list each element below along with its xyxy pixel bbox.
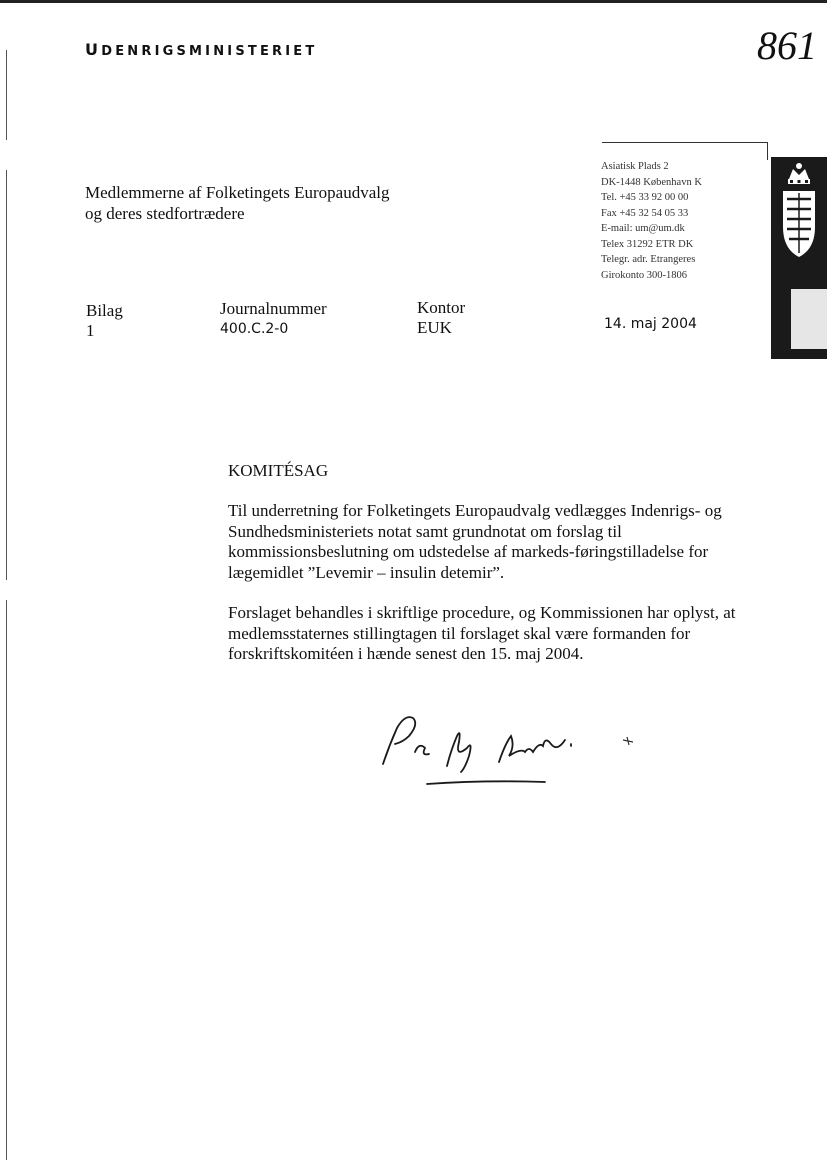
address-line: Telex 31292 ETR DK	[601, 238, 694, 250]
journal-field	[220, 299, 327, 339]
journal-value: 400.C.2-0	[220, 321, 289, 337]
kontor-label: Kontor	[417, 298, 466, 317]
recipient-line: og deres stedfortrædere	[85, 204, 245, 223]
journal-label: Journalnummer	[220, 299, 327, 318]
address-rule	[602, 142, 768, 143]
top-border	[0, 0, 827, 3]
address-line: Girokonto 300-1806	[601, 269, 688, 281]
recipient-line: Medlemmerne af Folketingets Europaudvalg	[85, 183, 390, 202]
scan-edge	[6, 600, 7, 1160]
letter-date: 14. maj 2004	[604, 316, 697, 332]
bilag-value: 1	[86, 321, 95, 340]
recipient-block	[85, 182, 390, 224]
address-line: DK-1448 København K	[601, 176, 702, 188]
scan-speck	[622, 733, 634, 751]
scan-edge	[6, 170, 7, 580]
address-line: Telegr. adr. Etrangeres	[601, 254, 696, 265]
heading: KOMITÉSAG	[228, 461, 329, 480]
paragraph: Forslaget behandles i skriftlige procedure, og Kommissionen har oplyst, at medlemsstaternes stillingtagen til forslaget skal være formanden for forskriftskomitéen i hænde senest den 15. maj 2004.	[228, 603, 736, 663]
handwritten-page-number: 861	[757, 23, 817, 68]
royal-crest-icon	[771, 157, 827, 359]
address-line: Tel. +45 33 92 00 00	[601, 192, 689, 203]
address-rule	[767, 142, 768, 160]
bilag-label: Bilag	[86, 301, 123, 320]
paragraph: Til underretning for Folketingets Europaudvalg vedlægges Indenrigs- og Sundhedsministeriets notat samt grundnotat om forslag til kommissionsbeslutning om udstedelse af markeds-føringstilladelse for lægemidlet ”Levemir – insulin detemir”.	[228, 501, 722, 582]
kontor-value: EUK	[417, 318, 452, 337]
address-line: E-mail: um@um.dk	[601, 223, 685, 234]
kontor-field	[417, 298, 465, 338]
scan-edge	[6, 50, 7, 140]
address-line: Fax +45 32 54 05 33	[601, 207, 689, 219]
handwritten-signature	[375, 706, 590, 796]
bilag-field	[86, 301, 123, 341]
address-line: Asiatisk Plads 2	[601, 161, 669, 172]
address-block	[601, 159, 702, 283]
ministry-name: UDENRIGSMINISTERIET	[85, 40, 318, 59]
